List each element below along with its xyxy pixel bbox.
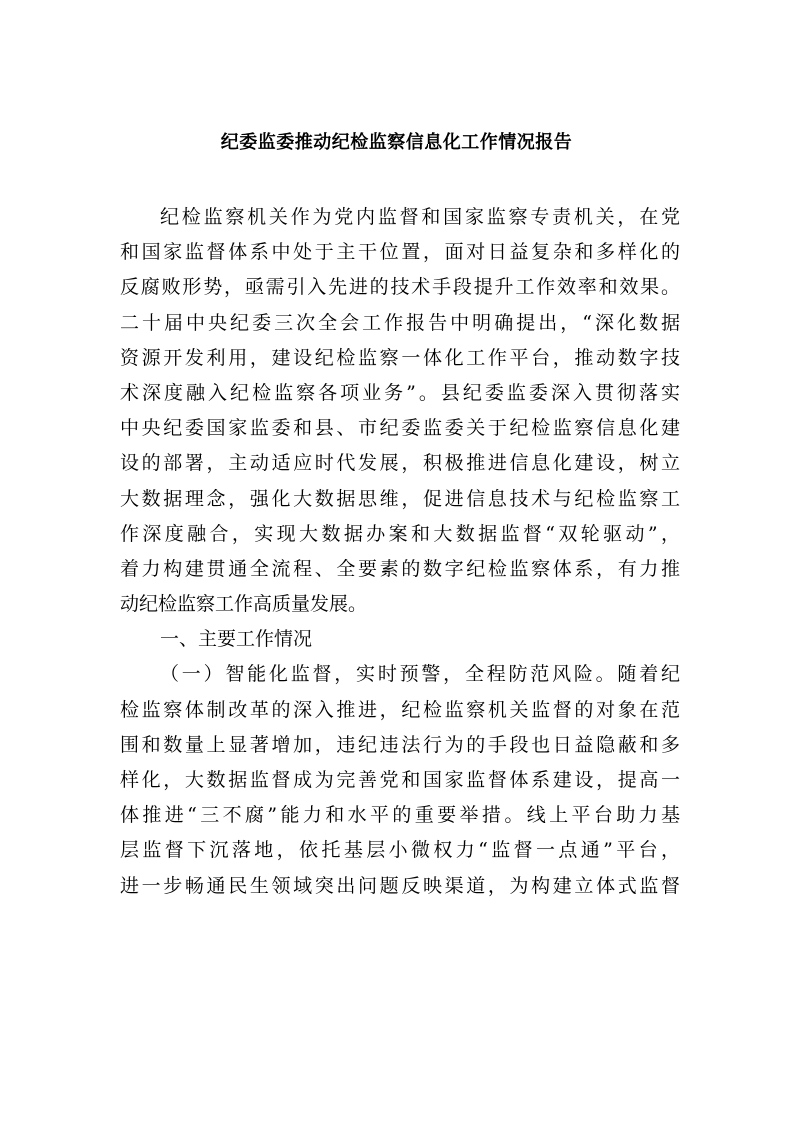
paragraph-line: 检监察体制改革的深入推进，纪检监察机关监督的对象在范	[120, 698, 680, 721]
paragraph-line: 作深度融合，实现大数据办案和大数据监督“双轮驱动”，	[120, 522, 680, 545]
paragraph-line: 设的部署，主动适应时代发展，积极推进信息化建设，树立	[120, 452, 680, 475]
paragraph-line: 动纪检监察工作高质量发展。	[120, 593, 368, 616]
paragraph-line: 纪检监察机关作为党内监督和国家监察专责机关，在党	[160, 206, 680, 228]
paragraph-line: （一）智能化监督，实时预警，全程防范风险。随着纪	[160, 663, 680, 686]
paragraph-line: 进一步畅通民生领域突出问题反映渠道，为构建立体式监督	[120, 874, 680, 897]
paragraph-line: 围和数量上显著增加，违纪违法行为的手段也日益隐蔽和多	[120, 733, 680, 756]
document-title: 纪委监委推动纪检监察信息化工作情况报告	[220, 132, 573, 153]
paragraph-line: 中央纪委国家监委和县、市纪委监委关于纪检监察信息化建	[120, 417, 680, 440]
document-body	[120, 200, 680, 904]
paragraph-line: 着力构建贯通全流程、全要素的数字纪检监察体系，有力推	[120, 557, 680, 580]
paragraph-line: 反腐败形势，亟需引入先进的技术手段提升工作效率和效果。	[120, 276, 680, 299]
paragraph-line: 和国家监督体系中处于主干位置，面对日益复杂和多样化的	[120, 241, 680, 264]
paragraph-line: 资源开发利用，建设纪检监察一体化工作平台，推动数字技	[120, 346, 680, 369]
paragraph-line: 层监督下沉落地，依托基层小微权力“监督一点通”平台，	[120, 839, 680, 862]
paragraph-line: 样化，大数据监督成为完善党和国家监督体系建设，提高一	[120, 769, 680, 791]
paragraph-line: 体推进“三不腐”能力和水平的重要举措。线上平台助力基	[120, 804, 680, 827]
paragraph-line: 术深度融入纪检监察各项业务”。县纪委监委深入贯彻落实	[120, 381, 680, 404]
section-heading: 一、主要工作情况	[160, 628, 313, 651]
paragraph-line: 二十届中央纪委三次全会工作报告中明确提出，“深化数据	[120, 311, 680, 334]
paragraph-line: 大数据理念，强化大数据思维，促进信息技术与纪检监察工	[120, 487, 680, 510]
